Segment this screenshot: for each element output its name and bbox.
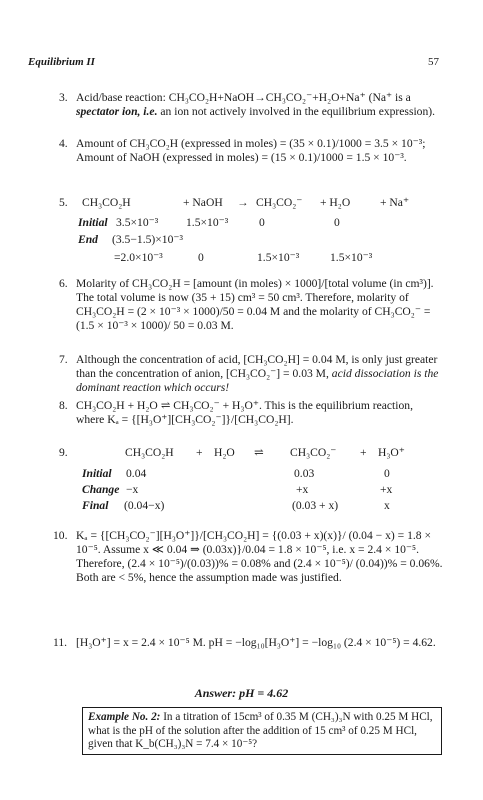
item-7: [76, 353, 444, 395]
item-number-7: 7.: [59, 353, 68, 366]
t9-initial-label: Initial: [82, 467, 112, 480]
item-11: [H₃O⁺] = x = 2.4 × 10⁻⁵ M. pH = −log₁₀[H₃O⁺] = −log₁₀ (2.4 × 10⁻⁵) = 4.62.: [76, 636, 436, 649]
t9-species-acid: CH₃CO₂H: [125, 446, 174, 459]
t5-initial-label: Initial: [78, 216, 108, 229]
t5-species-water: + H₂O: [320, 196, 351, 209]
t9-species-anion: CH₃CO₂⁻: [290, 446, 337, 459]
t5-initial-base: 1.5×10⁻³: [186, 216, 229, 229]
t9-equilibrium-arrow: ⇌: [254, 446, 264, 459]
t9-change-anion: +x: [296, 483, 309, 496]
page-number: 57: [428, 56, 439, 68]
t5-end-anion: 1.5×10⁻³: [257, 251, 300, 264]
item-number-6: 6.: [59, 277, 68, 290]
t5-species-acid: CH₃CO₂H: [82, 196, 131, 209]
item-number-8: 8.: [59, 399, 68, 412]
chapter-title: Equilibrium II: [28, 56, 95, 68]
t9-plus-1: +: [196, 446, 203, 459]
t5-arrow: →: [237, 196, 249, 209]
answer-line: Answer: pH = 4.62: [194, 686, 289, 700]
example-label: Example No. 2:: [88, 711, 161, 723]
t9-change-acid: −x: [126, 483, 139, 496]
t5-species-naoh: + NaOH: [183, 196, 223, 209]
t9-change-label: Change: [82, 483, 120, 496]
running-header: [28, 56, 439, 68]
t9-plus-2: +: [360, 446, 367, 459]
t5-initial-anion: 0: [259, 216, 265, 229]
t9-final-h3o: x: [384, 499, 390, 512]
t9-initial-anion: 0.03: [294, 467, 315, 480]
t5-initial-na: 0: [334, 216, 340, 229]
item-number-11: 11.: [53, 636, 68, 649]
t9-final-acid: (0.04−x): [124, 499, 165, 512]
item-10-text: Kₐ = {[CH₃CO₂⁻][H₃O⁺]}/[CH₃CO₂H] = {(0.03 + x)(x)}/ (0.04 − x) = 1.8 × 10⁻⁵. Assume x ≪ 0.04 ⇒ (0.03x)}/0.04 = 1.8 × 10⁻⁵, i.e. x = 2.4 × 10⁻⁵.: [76, 529, 432, 556]
t5-species-na: + Na⁺: [380, 196, 410, 209]
t5-end-acid: =2.0×10⁻³: [114, 251, 163, 264]
item-3-text: Acid/base reaction: CH₃CO₂H+NaOH→CH₃CO₂⁻+H₂O+Na⁺ (Na⁺ is a: [76, 91, 411, 104]
item-3: [76, 91, 444, 119]
t9-final-label: Final: [82, 499, 109, 512]
t5-end-na: 1.5×10⁻³: [330, 251, 373, 264]
item-number-3: 3.: [59, 91, 68, 104]
item-6: Molarity of CH₃CO₂H = [amount (in moles) × 1000]/[total volume (in cm³)]. The total volume is now (35 + 15) cm³ = 50 cm³. Therefore, molarity of CH₃CO₂H = (2 × 10⁻³ × 1000)/50 = 0.04 M and the molarity of CH₃CO₂⁻ = (1.5 × 10⁻³ × 1000)/ 50 = 0.03 M.: [76, 277, 434, 332]
t5-end-label: End: [78, 233, 98, 246]
item-3-emphasis: spectator ion, i.e.: [76, 105, 158, 118]
item-8: CH₃CO₂H + H₂O ⇌ CH₃CO₂⁻ + H₃O⁺. This is the equilibrium reaction, where Kₐ = {[H₃O⁺][CH₃CO₂⁻]}/[CH₃CO₂H].: [76, 399, 413, 426]
t5-species-anion: CH₃CO₂⁻: [256, 196, 303, 209]
t9-change-h3o: +x: [380, 483, 393, 496]
t9-species-h3o: H₃O⁺: [378, 446, 405, 459]
item-number-5: 5.: [59, 196, 68, 209]
item-number-9: 9.: [59, 446, 68, 459]
example-text: [88, 711, 436, 752]
item-number-10: 10.: [53, 529, 68, 542]
t9-final-anion: (0.03 + x): [292, 499, 339, 512]
item-7-emphasis: acid dissociation is the dominant reaction which occurs!: [76, 367, 439, 394]
t5-end-acid-calc: (3.5−1.5)×10⁻³: [112, 233, 183, 246]
t9-species-water: H₂O: [214, 446, 235, 459]
item-4: Amount of CH₃CO₂H (expressed in moles) = (35 × 0.1)/1000 = 3.5 × 10⁻³; Amount of NaOH (expressed in moles) = (15 × 0.1)/1000 = 1.5 × 10⁻³.: [76, 137, 426, 164]
t9-initial-acid: 0.04: [126, 467, 147, 480]
item-7-text: Although the concentration of acid, [CH₃CO₂H] = 0.04 M, is only just greater than the concentration of anion, [CH₃CO₂⁻] = 0.03 M,: [76, 353, 438, 380]
t5-end-base: 0: [198, 251, 204, 264]
item-3-text-end: an ion not actively involved in the equilibrium expression).: [157, 105, 436, 118]
t9-initial-h3o: 0: [384, 467, 390, 480]
t5-initial-acid: 3.5×10⁻³: [116, 216, 159, 229]
example-question: In a titration of 15cm³ of 0.35 M (CH₃)₃N with 0.25 M HCl, what is the pH of the solution after the addition of 15 cm³ of 0.25 M HCl, given that K_b(CH₃)₃N = 7.4 × 10⁻⁵?: [88, 711, 433, 750]
item-10: [76, 529, 444, 585]
item-10-text-2: Therefore, (2.4 × 10⁻⁵)/(0.03))% = 0.08% and (2.4 × 10⁻⁵)/ (0.04))% = 0.06%. Both are < 5%, hence the assumption made was justified.: [76, 557, 443, 584]
item-number-4: 4.: [59, 137, 68, 150]
